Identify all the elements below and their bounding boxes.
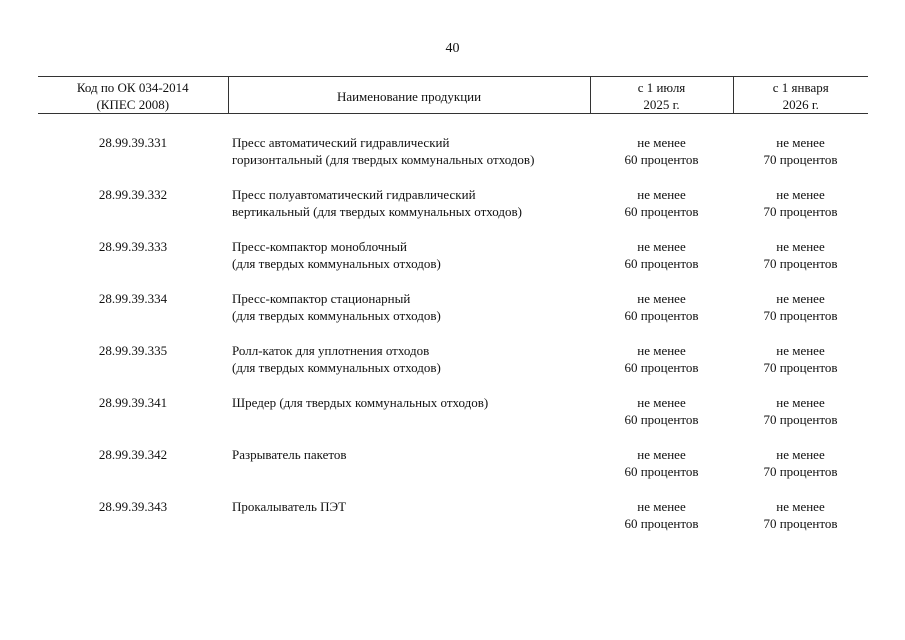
header-2025 xyxy=(590,77,733,114)
row-value-2026-line2: 70 процентов xyxy=(763,412,838,427)
row-name-line1: Шредер (для твердых коммунальных отходов) xyxy=(232,395,489,410)
row-name xyxy=(228,342,590,394)
row-value-2026-line1: не менее xyxy=(776,291,825,306)
row-value-2026 xyxy=(733,498,868,550)
row-value-2025-line1: не менее xyxy=(637,447,686,462)
row-value-2026-line2: 70 процентов xyxy=(763,308,838,323)
header-2026-line2: 2026 г. xyxy=(782,97,819,112)
row-name-line1: Пресс-компактор стационарный xyxy=(232,291,411,306)
table-row xyxy=(38,290,868,342)
row-value-2026-line1: не менее xyxy=(776,395,825,410)
row-value-2025-line1: не менее xyxy=(637,239,686,254)
row-value-2025 xyxy=(590,238,733,290)
row-value-2026-line2: 70 процентов xyxy=(763,204,838,219)
row-value-2026-line2: 70 процентов xyxy=(763,152,838,167)
row-value-2025 xyxy=(590,498,733,550)
row-value-2026-line1: не менее xyxy=(776,187,825,202)
row-name xyxy=(228,446,590,498)
row-value-2025 xyxy=(590,186,733,238)
row-value-2025-line1: не менее xyxy=(637,499,686,514)
table-row xyxy=(38,394,868,446)
row-name xyxy=(228,394,590,446)
row-value-2025 xyxy=(590,446,733,498)
table-row xyxy=(38,446,868,498)
row-code: 28.99.39.343 xyxy=(98,499,168,514)
header-code-line1: Код по ОК 034-2014 xyxy=(76,80,189,95)
row-value-2025-line1: не менее xyxy=(637,343,686,358)
row-name-line1: Прокалыватель ПЭТ xyxy=(232,499,347,514)
row-value-2026-line1: не менее xyxy=(776,239,825,254)
row-value-2025-line2: 60 процентов xyxy=(624,360,699,375)
header-name-text: Наименование продукции xyxy=(336,88,482,104)
page-number: 40 xyxy=(445,41,460,56)
row-value-2025-line1: не менее xyxy=(637,187,686,202)
row-value-2025-line2: 60 процентов xyxy=(624,152,699,167)
row-name xyxy=(228,238,590,290)
row-value-2025-line2: 60 процентов xyxy=(624,464,699,479)
row-name-line2: (для твердых коммунальных отходов) xyxy=(232,308,441,323)
row-value-2025-line2: 60 процентов xyxy=(624,204,699,219)
row-value-2026 xyxy=(733,238,868,290)
row-code: 28.99.39.332 xyxy=(98,187,168,202)
row-name-line2: (для твердых коммунальных отходов) xyxy=(232,360,441,375)
row-value-2026 xyxy=(733,290,868,342)
row-value-2025-line2: 60 процентов xyxy=(624,308,699,323)
table-row xyxy=(38,342,868,394)
row-name xyxy=(228,186,590,238)
row-value-2026-line1: не менее xyxy=(776,343,825,358)
header-name xyxy=(228,77,590,114)
header-code xyxy=(38,77,228,114)
row-value-2026-line1: не менее xyxy=(776,499,825,514)
products-table xyxy=(38,76,868,550)
row-value-2025-line1: не менее xyxy=(637,395,686,410)
row-value-2025-line2: 60 процентов xyxy=(624,412,699,427)
row-name-line1: Разрыватель пакетов xyxy=(232,447,347,462)
row-value-2026 xyxy=(733,394,868,446)
row-value-2025-line1: не менее xyxy=(637,135,686,150)
row-value-2025 xyxy=(590,394,733,446)
row-value-2025-line2: 60 процентов xyxy=(624,516,699,531)
row-code: 28.99.39.335 xyxy=(98,343,168,358)
table-row xyxy=(38,498,868,550)
table-row xyxy=(38,238,868,290)
table-row xyxy=(38,186,868,238)
row-value-2025 xyxy=(590,342,733,394)
row-name xyxy=(228,498,590,550)
table-header-row xyxy=(38,77,868,114)
row-value-2026-line2: 70 процентов xyxy=(763,360,838,375)
row-name-line1: Пресс-компактор моноблочный xyxy=(232,239,407,254)
row-code: 28.99.39.334 xyxy=(98,291,168,306)
row-value-2026-line1: не менее xyxy=(776,447,825,462)
header-2025-line2: 2025 г. xyxy=(643,97,680,112)
row-name xyxy=(228,290,590,342)
header-2026 xyxy=(733,77,868,114)
row-name xyxy=(228,114,590,187)
row-value-2025-line1: не менее xyxy=(637,291,686,306)
row-value-2026-line1: не менее xyxy=(776,135,825,150)
row-name-line2: горизонтальный (для твердых коммунальных отходов) xyxy=(232,152,535,167)
row-name-line2: (для твердых коммунальных отходов) xyxy=(232,256,441,271)
row-code: 28.99.39.331 xyxy=(98,135,168,150)
row-code: 28.99.39.333 xyxy=(98,239,168,254)
row-value-2025 xyxy=(590,290,733,342)
row-name-line1: Пресс полуавтоматический гидравлический xyxy=(232,187,476,202)
row-value-2026 xyxy=(733,114,868,187)
row-value-2026 xyxy=(733,186,868,238)
header-code-line2: (КПЕС 2008) xyxy=(96,97,170,112)
row-value-2025 xyxy=(590,114,733,187)
row-code: 28.99.39.341 xyxy=(98,395,168,410)
table-row xyxy=(38,114,868,187)
row-name-line1: Ролл-каток для уплотнения отходов xyxy=(232,343,430,358)
row-name-line1: Пресс автоматический гидравлический xyxy=(232,135,450,150)
row-value-2026 xyxy=(733,342,868,394)
header-2025-line1: с 1 июля xyxy=(637,80,686,95)
row-value-2026-line2: 70 процентов xyxy=(763,516,838,531)
row-value-2026-line2: 70 процентов xyxy=(763,464,838,479)
row-code: 28.99.39.342 xyxy=(98,447,168,462)
row-name-line2: вертикальный (для твердых коммунальных отходов) xyxy=(232,204,522,219)
row-value-2025-line2: 60 процентов xyxy=(624,256,699,271)
header-2026-line1: с 1 января xyxy=(772,80,829,95)
row-value-2026 xyxy=(733,446,868,498)
row-value-2026-line2: 70 процентов xyxy=(763,256,838,271)
